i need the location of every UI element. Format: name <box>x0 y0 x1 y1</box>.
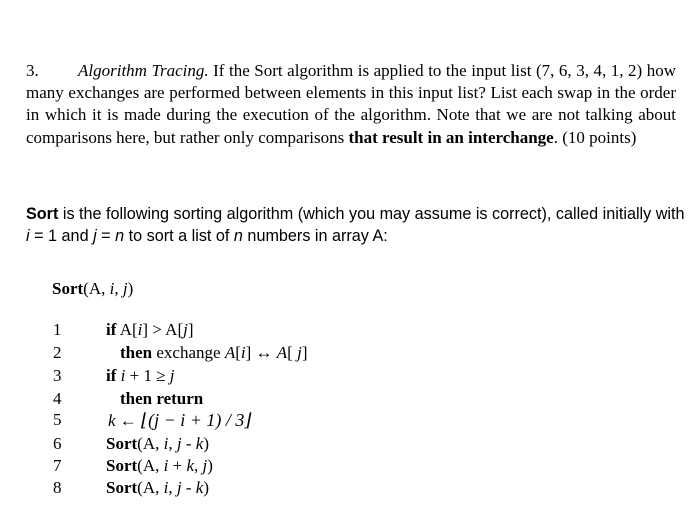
code-var: i <box>163 456 169 475</box>
code-var: k <box>195 478 204 497</box>
code-keyword: Sort <box>106 456 138 475</box>
code-text: (A, <box>137 456 164 475</box>
line-code <box>106 434 209 454</box>
signature-j: j <box>122 279 128 298</box>
line-number: 2 <box>53 343 62 362</box>
code-var: k <box>108 411 116 430</box>
code-text: + <box>168 456 187 475</box>
code-text: - <box>181 478 196 497</box>
code-floor-expression: ⌊(j − i + 1) / 3⌋ <box>141 410 252 430</box>
code-var: j <box>183 320 188 339</box>
description-n-var: n <box>115 227 125 245</box>
line-number: 8 <box>53 478 62 497</box>
code-text: ) <box>203 434 209 453</box>
line-code <box>106 456 213 476</box>
description-i-var: i <box>26 227 30 245</box>
code-text: ) <box>207 456 213 475</box>
line-code <box>120 389 203 409</box>
description-text-2: = 1 and <box>29 227 94 245</box>
description-j-var: j <box>93 227 97 245</box>
line-number: 5 <box>53 410 62 429</box>
code-keyword: Sort <box>106 434 138 453</box>
code-text: ] <box>187 320 194 339</box>
line-code <box>106 478 209 498</box>
code-text: , <box>194 456 203 475</box>
code-text: , <box>168 478 177 497</box>
code-var: i <box>163 478 169 497</box>
line-code <box>108 410 251 431</box>
line-number: 4 <box>53 389 62 408</box>
code-var: A <box>224 343 236 362</box>
code-text: , <box>168 434 177 453</box>
algorithm-description <box>26 203 686 247</box>
code-keyword: then <box>120 343 153 362</box>
code-var: j <box>176 434 182 453</box>
code-keyword: if <box>106 320 117 339</box>
line-number: 6 <box>53 434 62 453</box>
problem-points: . (10 points) <box>553 127 637 147</box>
code-var: i <box>163 434 169 453</box>
code-text: [ <box>235 343 241 362</box>
code-text: + 1 ≥ <box>125 366 170 385</box>
code-keyword: then return <box>120 389 204 408</box>
line-code <box>120 343 308 363</box>
signature-comma: , <box>114 279 123 298</box>
description-text-4: to sort a list of <box>124 227 234 245</box>
line-number: 1 <box>53 320 62 339</box>
problem-title: Algorithm Tracing. <box>78 61 209 80</box>
code-text: [ <box>287 343 298 362</box>
code-keyword: Sort <box>106 478 138 497</box>
signature-i: i <box>109 279 115 298</box>
code-text: - <box>181 434 196 453</box>
code-text: (A, <box>137 434 164 453</box>
line-number: 3 <box>53 366 62 385</box>
code-var: j <box>169 366 175 385</box>
line-number: 7 <box>53 456 62 475</box>
problem-emphasis: that result in an interchange <box>348 127 554 147</box>
problem-text: If the Sort algorithm is applied to the input list (7, 6, 3, 4, 1, 2) how many exchanges are performed between elements in this input list? List each swap in the order in which it is made during the execution of the algorithm. Note that we are not talking about comparisons here, but rather only comparisons <box>26 61 676 147</box>
code-text: ) <box>203 478 209 497</box>
description-text-3: = <box>96 227 116 245</box>
code-text: ] <box>301 343 308 362</box>
code-var: k <box>195 434 204 453</box>
description-sort-name: Sort <box>26 205 59 223</box>
description-text-1: is the following sorting algorithm (which you may assume is correct), called initially with <box>58 205 685 223</box>
code-text: ] > A[ <box>142 320 184 339</box>
description-n-var-2: n <box>233 227 243 245</box>
code-var: j <box>176 478 182 497</box>
problem-number: 3. <box>26 61 39 80</box>
code-var: k <box>186 456 194 475</box>
signature-args: (A, <box>83 279 110 298</box>
code-text: ] ↔ <box>245 343 277 362</box>
pseudocode-signature <box>52 279 133 299</box>
code-text: exchange <box>152 343 225 362</box>
problem-statement <box>26 60 676 149</box>
code-var: i <box>120 366 126 385</box>
code-var: i <box>137 320 143 339</box>
line-code <box>106 320 194 340</box>
signature-close: ) <box>127 279 134 298</box>
code-var: i <box>240 343 246 362</box>
code-text: (A, <box>137 478 164 497</box>
description-text-5: numbers in array A: <box>242 227 388 245</box>
code-text: ← <box>115 411 142 430</box>
code-keyword: if <box>106 366 117 385</box>
line-code <box>106 366 175 386</box>
code-var: A <box>276 343 288 362</box>
signature-name: Sort <box>52 279 84 298</box>
code-var: j <box>297 343 302 362</box>
code-text: A[ <box>116 320 138 339</box>
code-var: j <box>202 456 208 475</box>
